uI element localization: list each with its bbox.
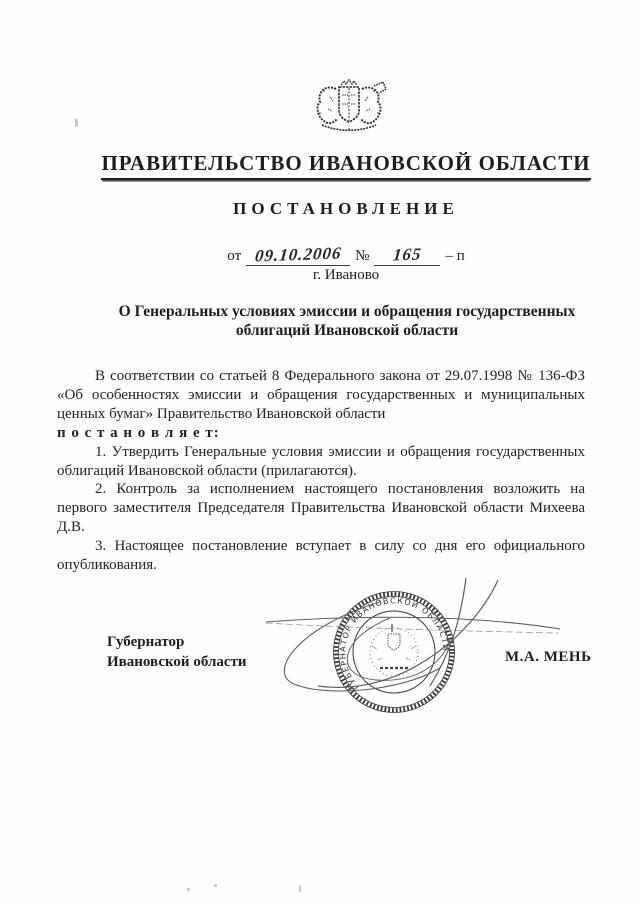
date-line — [57, 245, 635, 269]
paragraph-preamble — [57, 367, 585, 443]
stamp-center-emblem — [370, 624, 418, 676]
handwritten-date: 09.10.2006 — [253, 243, 343, 266]
signer-title-line1: Губернатор — [107, 634, 185, 650]
doc-type: ПОСТАНОВЛЕНИЕ — [233, 199, 459, 218]
number-label: № — [355, 248, 370, 264]
handwritten-number: 165 — [392, 244, 423, 265]
number-suffix: – п — [445, 248, 465, 264]
city-line: г. Иваново — [312, 267, 380, 283]
doc-body — [57, 367, 585, 575]
paragraph-item-2: 2. Контроль за исполнением настоящего постановления возложить на первого заместителя Председателя Правительства Ивановской области Михеева Д.В. — [57, 481, 585, 536]
date-from-label: от — [227, 248, 242, 264]
doc-title: О Генеральных условиях эмиссии и обращения государственных облигаций Ивановской области — [118, 303, 576, 339]
coat-of-arms-icon — [308, 77, 390, 135]
scan-artifact — [75, 119, 78, 127]
scan-artifact — [214, 884, 217, 887]
org-name — [57, 150, 635, 180]
signer-title-line2: Ивановской области — [107, 654, 247, 670]
paragraph-item-3: 3. Настоящее постановление вступает в силу со дня его официального опубликования. — [57, 538, 585, 574]
scan-artifact — [299, 885, 301, 892]
signer-name: М.А. МЕНЬ — [505, 649, 592, 665]
signer-title — [107, 632, 247, 672]
resolves-text: п о с т а н о в л я е т: — [57, 424, 220, 441]
paragraph-item-1: 1. Утвердить Генеральные условия эмиссии и обращения государственных облигаций Ивановской области (прилагаются). — [57, 443, 585, 479]
org-name-text: ПРАВИТЕЛЬСТВО ИВАНОВСКОЙ ОБЛАСТИ — [101, 150, 590, 180]
date-field — [246, 245, 350, 266]
handwritten-signature — [266, 578, 560, 691]
number-field — [374, 245, 440, 266]
scan-artifact — [187, 888, 190, 891]
stamp-text: ГУБЕРНАТОР ИВАНОВСКОЙ ОБЛАСТИ — [338, 596, 451, 692]
preamble-text: В соответствии со статьей 8 Федерального закона от 29.07.1998 № 136-ФЗ «Об особенностях эмиссии и обращения государственных и муниципальных ценных бумаг» Правительство Ивановской области — [57, 368, 585, 422]
